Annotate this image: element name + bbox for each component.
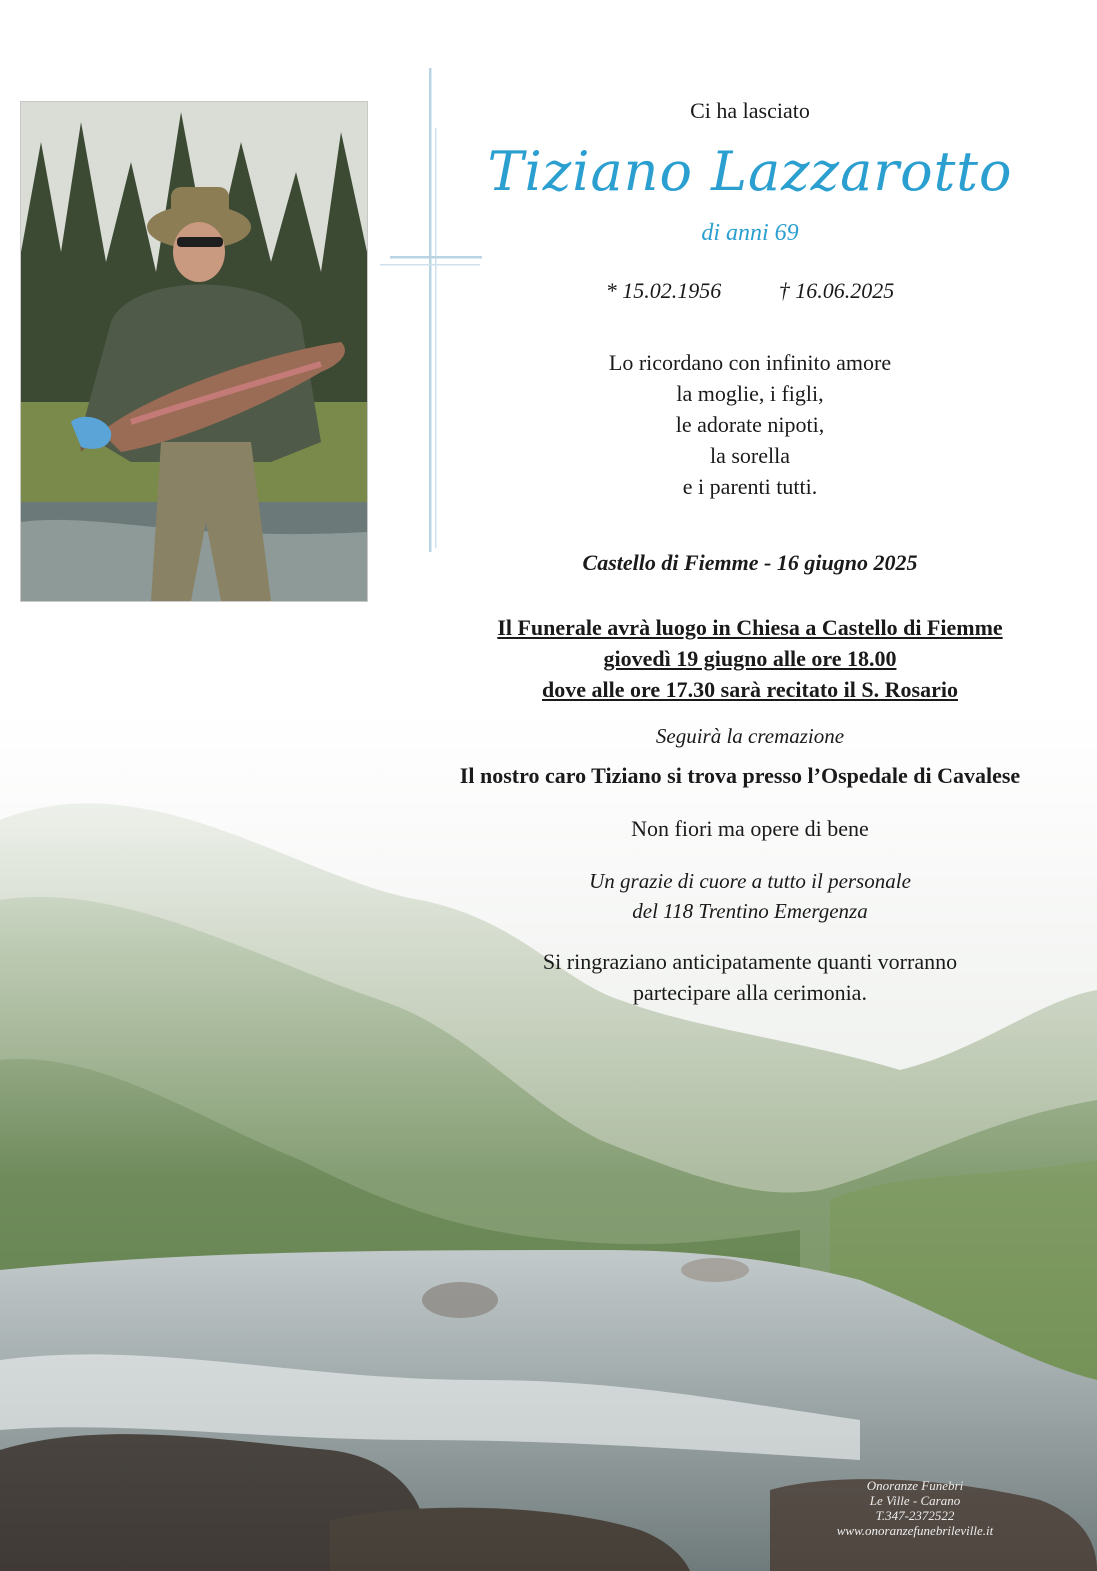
remembrance-line: e i parenti tutti. — [682, 474, 818, 499]
footer-website: www.onoranzefunebrileville.it — [836, 1523, 994, 1538]
footer-company: Onoranze Funebri — [866, 1478, 964, 1493]
deceased-name: Tiziano Lazzarotto — [487, 140, 1013, 203]
thanks-line: Un grazie di cuore a tutto il personale — [589, 869, 911, 893]
death-date: † 16.06.2025 — [778, 278, 895, 303]
thanks-line: del 118 Trentino Emergenza — [632, 899, 868, 923]
closing-line: Si ringraziano anticipatamente quanti vorranno — [542, 949, 958, 974]
portrait-photo — [20, 101, 368, 602]
intro-text: Ci ha lasciato — [690, 98, 810, 123]
footer-location: Le Ville - Carano — [869, 1493, 961, 1508]
closing-line: partecipare alla cerimonia. — [633, 980, 867, 1005]
funeral-home-footer — [790, 1478, 1040, 1538]
remembrance-line: Lo ricordano con infinito amore — [608, 350, 892, 375]
remembrance-line: le adorate nipoti, — [675, 412, 825, 437]
remembrance-line: la sorella — [709, 443, 791, 468]
dates-line — [440, 278, 1060, 304]
place-date: Castello di Fiemme - 16 giugno 2025 — [582, 550, 918, 575]
thanks-note — [440, 866, 1060, 926]
birth-date: * 15.02.1956 — [605, 278, 722, 303]
flowers-note: Non fiori ma opere di bene — [631, 816, 869, 841]
funeral-info — [380, 612, 1097, 705]
cremation-note: Seguirà la cremazione — [655, 724, 845, 748]
hospital-note: Il nostro caro Tiziano si trova presso l’Ospedale di Cavalese — [459, 763, 1021, 788]
funeral-line: dove alle ore 17.30 sarà recitato il S. Rosario — [542, 677, 958, 702]
funeral-line: giovedì 19 giugno alle ore 18.00 — [603, 646, 897, 671]
remembrance-line: la moglie, i figli, — [676, 381, 824, 406]
closing-thanks — [420, 946, 1080, 1008]
footer-phone: T.347-2372522 — [875, 1508, 955, 1523]
age-text: di anni 69 — [701, 220, 799, 246]
funeral-line: Il Funerale avrà luogo in Chiesa a Castello di Fiemme — [497, 615, 1003, 640]
remembrance-block — [440, 347, 1060, 502]
